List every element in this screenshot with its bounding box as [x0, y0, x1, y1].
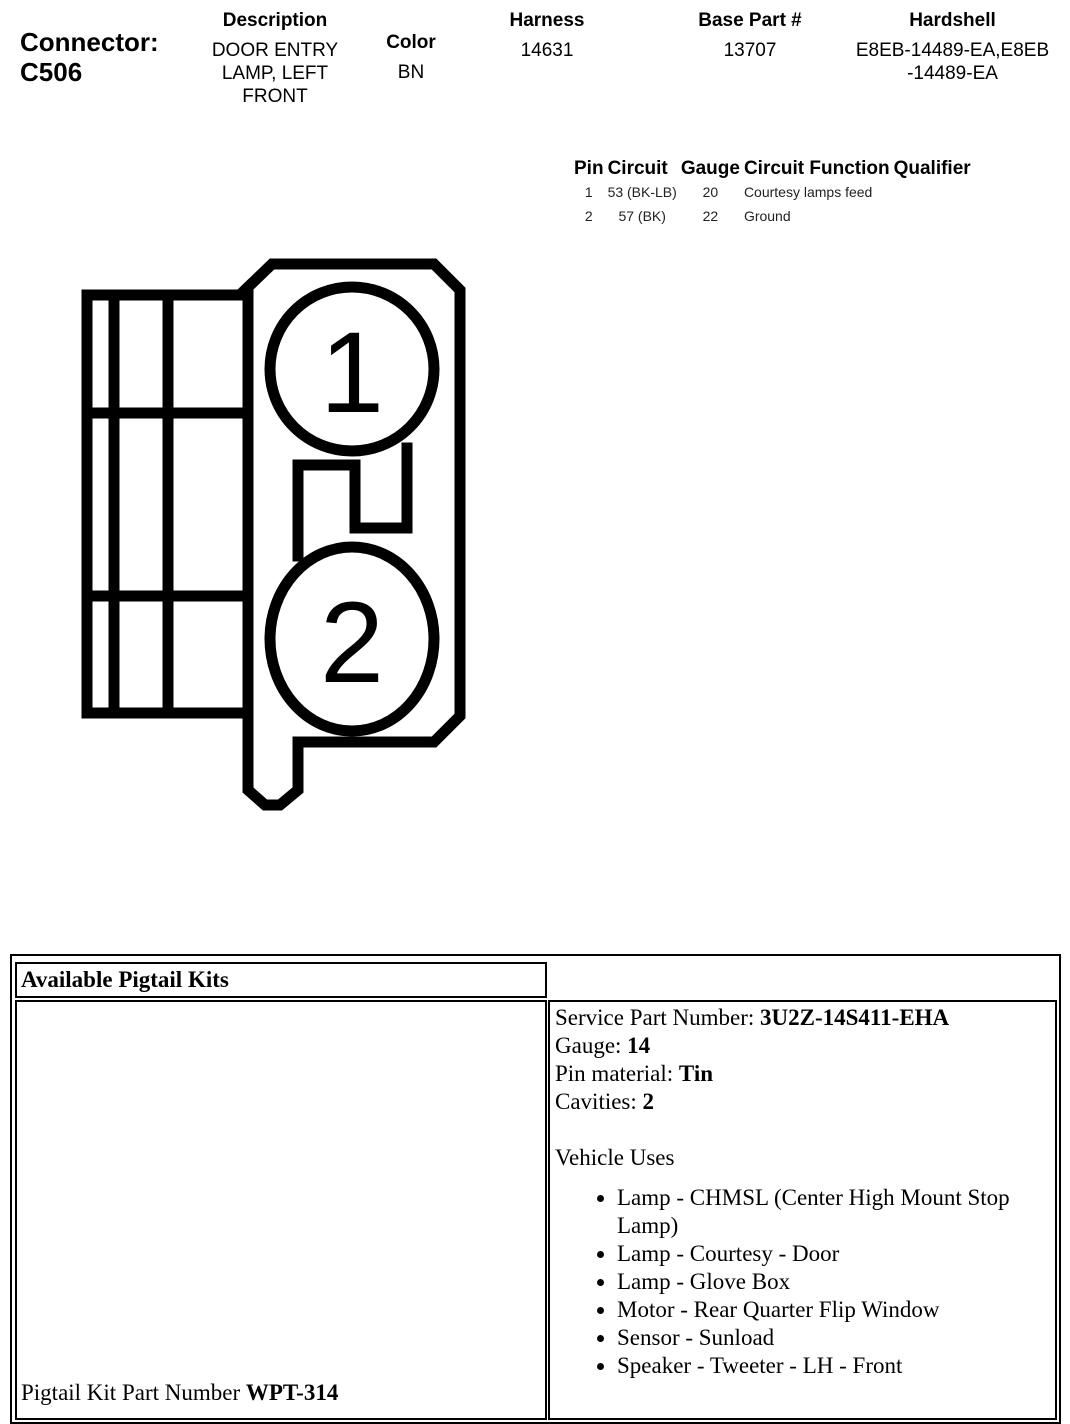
- color-value: BN: [397, 62, 425, 83]
- list-item: • Lamp - CHMSL (Center High Mount Stop Lamp): [617, 1184, 1050, 1240]
- circuit-cell: 53 (BK-LB): [607, 184, 677, 200]
- gauge-label: Gauge:: [555, 1033, 622, 1058]
- pigtail-kit-line: [21, 1380, 338, 1406]
- base-part-column: [680, 10, 820, 62]
- gauge-header: Gauge: [680, 158, 740, 179]
- base-part-label: Base Part #: [698, 10, 802, 31]
- qualifier-header: Qualifier: [893, 158, 971, 179]
- service-part-value: 3U2Z-14S411-EHA: [760, 1005, 950, 1030]
- color-label: Color: [386, 32, 436, 53]
- pin-material-label: Pin material:: [555, 1061, 674, 1086]
- harness-label: Harness: [509, 10, 585, 31]
- pigtail-title-cell: [15, 962, 547, 998]
- cavities-label: Cavities:: [555, 1089, 637, 1114]
- gauge-value: 14: [627, 1033, 651, 1058]
- pin-cell: 1: [584, 184, 593, 200]
- base-part-value: 13707: [723, 40, 777, 61]
- list-item: • Sensor - Sunload: [617, 1324, 1050, 1352]
- pin-header: Pin: [574, 158, 604, 179]
- pin-material-value: Tin: [678, 1061, 714, 1086]
- hardshell-value: E8EB-14489-EA,E8EB-14489-EA: [855, 40, 1050, 84]
- cavities-value: 2: [642, 1089, 655, 1114]
- service-part-label: Service Part Number:: [555, 1005, 755, 1030]
- circuit-function-header: Circuit Function: [743, 158, 890, 179]
- connector-diagram: [0, 0, 520, 830]
- harness-value: 14631: [520, 40, 574, 61]
- circuit-header: Circuit: [607, 158, 668, 179]
- connector-id: C506: [20, 57, 83, 87]
- gauge-cell: 20: [702, 184, 719, 200]
- service-part-line: [555, 1004, 1050, 1032]
- qualifier-cell: [892, 180, 973, 204]
- qualifier-cell: [892, 204, 973, 228]
- pin-1-label: 1: [320, 309, 384, 437]
- vehicle-uses-list: [555, 1184, 1050, 1380]
- hardshell-column: [855, 10, 1050, 85]
- description-value: DOOR ENTRY LAMP, LEFT FRONT: [211, 40, 339, 107]
- connector-latch-grid: [87, 295, 245, 713]
- pin-material-line: [555, 1060, 1050, 1088]
- connector-keyway: [298, 448, 407, 556]
- table-row: [572, 180, 973, 204]
- circuit-cell: 57 (BK): [618, 208, 666, 224]
- pigtail-kit-number: WPT-314: [245, 1380, 339, 1405]
- pigtail-details-cell: [548, 1000, 1057, 1420]
- list-item: • Lamp - Glove Box: [617, 1268, 1050, 1296]
- pin-cell: 2: [584, 208, 593, 224]
- vehicle-uses-label: Vehicle Uses: [555, 1145, 675, 1170]
- table-row: [572, 204, 973, 228]
- gauge-line: [555, 1032, 1050, 1060]
- function-cell: Ground: [743, 208, 791, 224]
- gauge-cell: 22: [702, 208, 719, 224]
- cavities-line: [555, 1088, 1050, 1116]
- pigtail-kit-label: Pigtail Kit Part Number: [21, 1380, 241, 1405]
- pin-table-header-row: [572, 158, 973, 180]
- pin-2-label: 2: [320, 579, 384, 707]
- list-item: • Motor - Rear Quarter Flip Window: [617, 1296, 1050, 1324]
- pigtail-title: Available Pigtail Kits: [21, 967, 229, 992]
- pigtail-kit-cell: [15, 1000, 547, 1420]
- list-item: • Speaker - Tweeter - LH - Front: [617, 1352, 1050, 1380]
- connector-label: Connector:: [20, 27, 159, 57]
- list-item: • Lamp - Courtesy - Door: [617, 1240, 1050, 1268]
- description-label: Description: [222, 10, 328, 31]
- pin-table: [572, 158, 973, 228]
- hardshell-label: Hardshell: [909, 10, 996, 31]
- function-cell: Courtesy lamps feed: [743, 184, 873, 200]
